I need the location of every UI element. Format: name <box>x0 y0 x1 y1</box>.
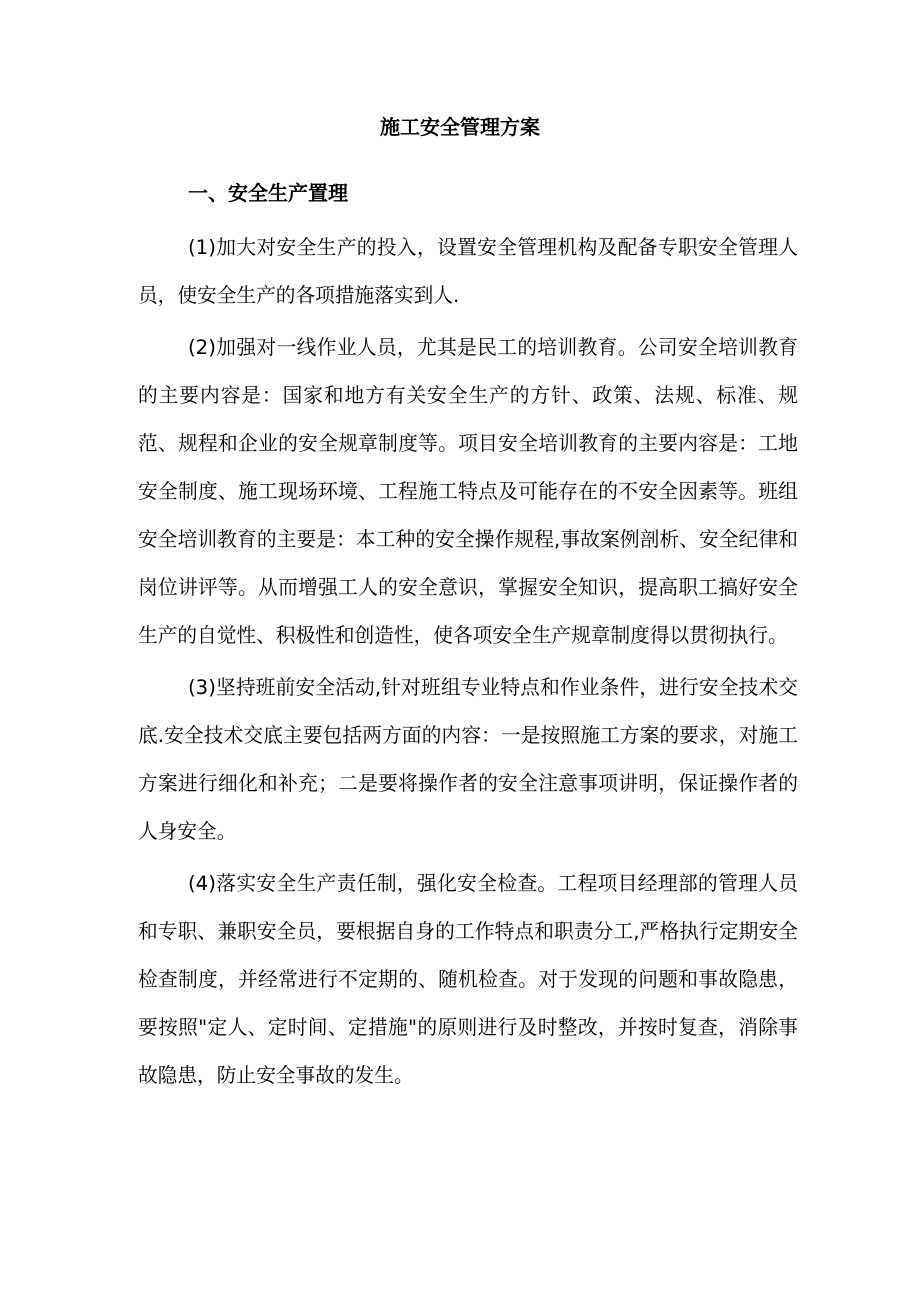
body-text <box>138 224 798 1104</box>
paragraph-4: (4)落实安全生产责任制，强化安全检查。工程项目经理部的管理人员和专职、兼职安全员，要根据自身的工作特点和职责分工,严格执行定期安全检查制度，并经常进行不定期的、随机检查。对于发现的问题和事故隐患，要按照"定人、定时间、定措施"的原则进行及时整改，并按时复查，消除事故隐患，防止安全事故的发生。 <box>138 872 798 1087</box>
paragraph-2: (2)加强对一线作业人员，尤其是民工的培训教育。公司安全培训教育的主要内容是：国家和地方有关安全生产的方针、政策、法规、标准、规范、规程和企业的安全规章制度等。项目安全培训教育的主要内容是：工地安全制度、施工现场环境、工程施工特点及可能存在的不安全因素等。班组安全培训教育的主要是：本工种的安全操作规程,事故案例剖析、安全纪律和岗位讲评等。从而增强工人的安全意识，掌握安全知识，提高职工搞好安全生产的自觉性、积极性和创造性，使各项安全生产规章制度得以贯彻执行。 <box>138 336 798 647</box>
paragraph-3: (3)坚持班前安全活动,针对班组专业特点和作业条件，进行安全技术交底.安全技术交底主要包括两方面的内容：一是按照施工方案的要求，对施工方案进行细化和补充；二是要将操作者的安全注意事项讲明，保证操作者的人身安全。 <box>138 676 798 843</box>
paragraph-1: (1)加大对安全生产的投入，设置安全管理机构及配备专职安全管理人员，使安全生产的各项措施落实到人. <box>138 236 798 307</box>
document-title: 施工安全管理方案 <box>380 115 540 139</box>
section-heading: 一、安全生产置理 <box>188 181 348 205</box>
